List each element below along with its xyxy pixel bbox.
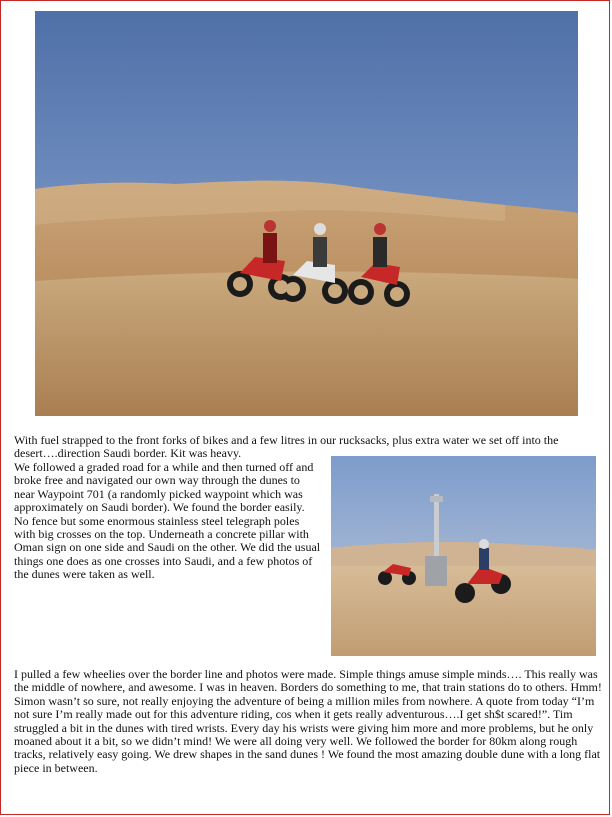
paragraph-wheelies: I pulled a few wheelies over the border line and photos were made. Simple things amuse simple minds…. This really was the middle of nowhere, and awesome. I was in heaven. Borders do something to me, that train stations do to others. Hmm! Simon wasn’t so sure, not really enjoying the adventure of being a million miles from nowhere. A quote from today “I’m not sure I’m really made out for this adventure riding, cos when it gets really adventurous….I get sh$t scared!”. Tim struggled a bit in the dunes with tired wrists. Every day his wrists were giving him more and more problems, but he only moaned about it a bit, so we didn’t mind! We were all doing very well. We followed the border for 80km along rough tracks, relatively easy going. We drew shapes in the sand dunes ! We found the most amazing double dune with a long flat piece in between.: [14, 667, 602, 775]
paragraph-intro: With fuel strapped to the front forks of bikes and a few litres in our rucksacks, plus extra water we set off into the desert….direction Saudi border. Kit was heavy.: [14, 433, 559, 461]
paragraph-border: We followed a graded road for a while and then turned off and broke free and navigated our own way through the dunes to near Waypoint 701 (a randomly picked waypoint which was approximately on Saudi border). We found the border easily. No fence but some enormous stainless steel telegraph poles with big crosses on the top. Underneath a concrete pillar with Oman sign on one side and Saudi on the other. We did the usual things one does as one crosses into Saudi, and a few photos of the dunes were taken as well.: [14, 460, 321, 582]
main-photo: [35, 11, 578, 416]
side-photo: [331, 456, 596, 656]
side-photo-image: [331, 456, 596, 656]
main-photo-image: [35, 11, 578, 416]
